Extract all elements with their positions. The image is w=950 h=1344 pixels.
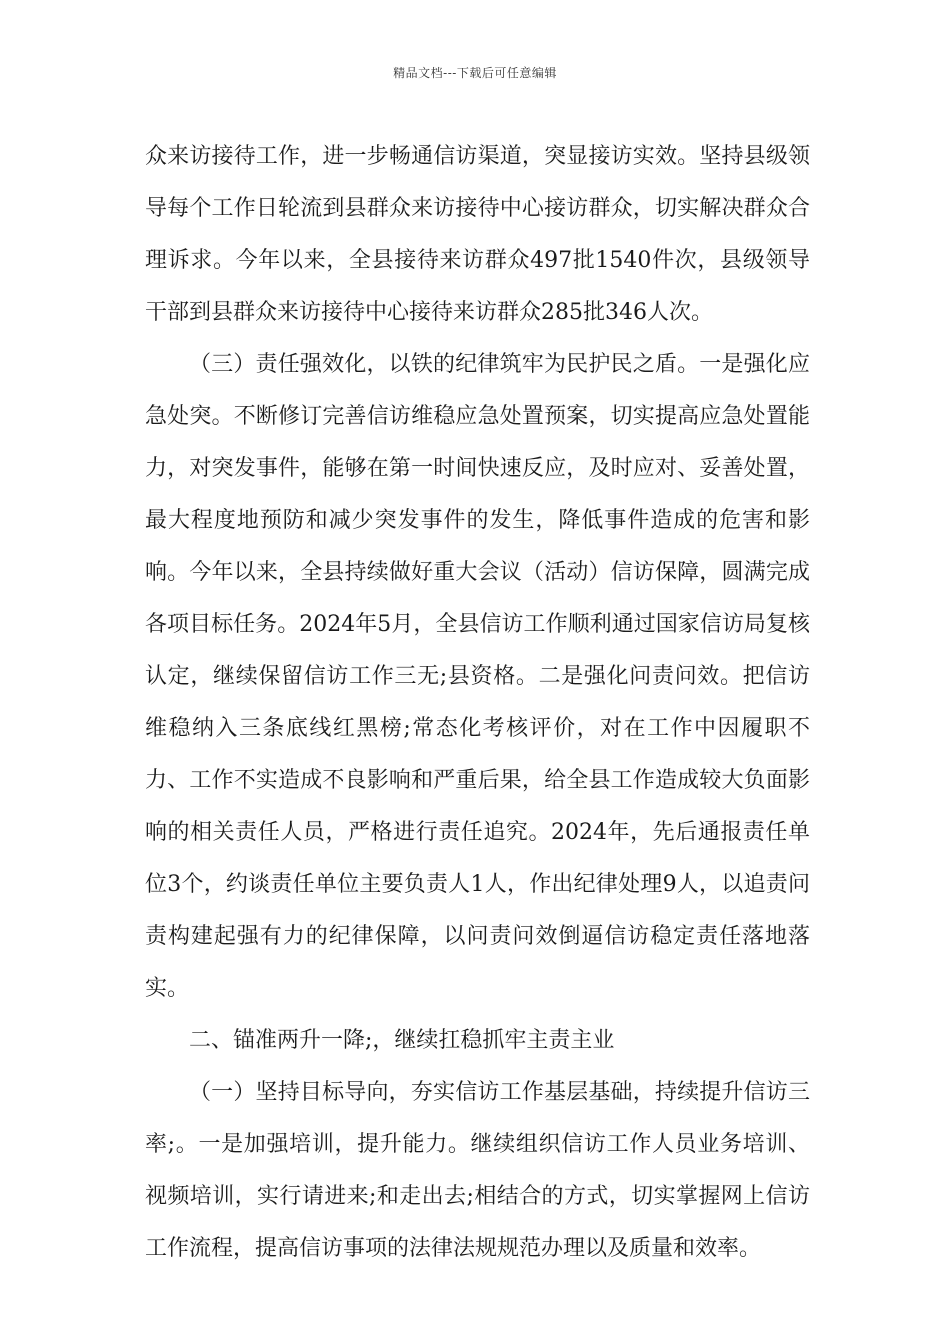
paragraph-subsection-1: （一）坚持目标导向，夯实信访工作基层基础，持续提升信访三率;。一是加强培训，提升能力。继续组织信访工作人员业务培训、视频培训，实行请进来;和走出去;相结合的方式，切实掌握网上信访工作流程，提高信访事项的法律法规规范办理以及质量和效率。 [145,1080,810,1261]
paragraph-section-3: （三）责任强效化，以铁的纪律筑牢为民护民之盾。一是强化应急处突。不断修订完善信访维稳应急处置预案，切实提高应急处置能力，对突发事件，能够在第一时间快速反应，及时应对、妥善处置，最大程度地预防和减少突发事件的发生，降低事件造成的危害和影响。今年以来，全县持续做好重大会议（活动）信访保障，圆满完成各项目标任务。2024年5月，全县信访工作顺利通过国家信访局复核认定，继续保留信访工作三无;县资格。二是强化问责问效。把信访维稳纳入三条底线红黑榜;常态化考核评价，对在工作中因履职不力、工作不实造成不良影响和严重后果，给全县工作造成较大负面影响的相关责任人员，严格进行责任追究。2024年，先后通报责任单位3个，约谈责任单位主要负责人1人，作出纪律处理9人，以追责问责构建起强有力的纪律保障，以问责问效倒逼信访稳定责任落地落实。 [145,352,810,1001]
document-body [145,131,810,1275]
paragraph-continuation: 众来访接待工作，进一步畅通信访渠道，突显接访实效。坚持县级领导每个工作日轮流到县群众来访接待中心接访群众，切实解决群众合理诉求。今年以来，全县接待来访群众497批1540件次，县级领导干部到县群众来访接待中心接待来访群众285批346人次。 [145,144,810,325]
page-header: 精品文档---下载后可任意编辑 [393,66,557,80]
section-heading-2: 二、锚准两升一降;，继续扛稳抓牢主责主业 [189,1028,615,1053]
